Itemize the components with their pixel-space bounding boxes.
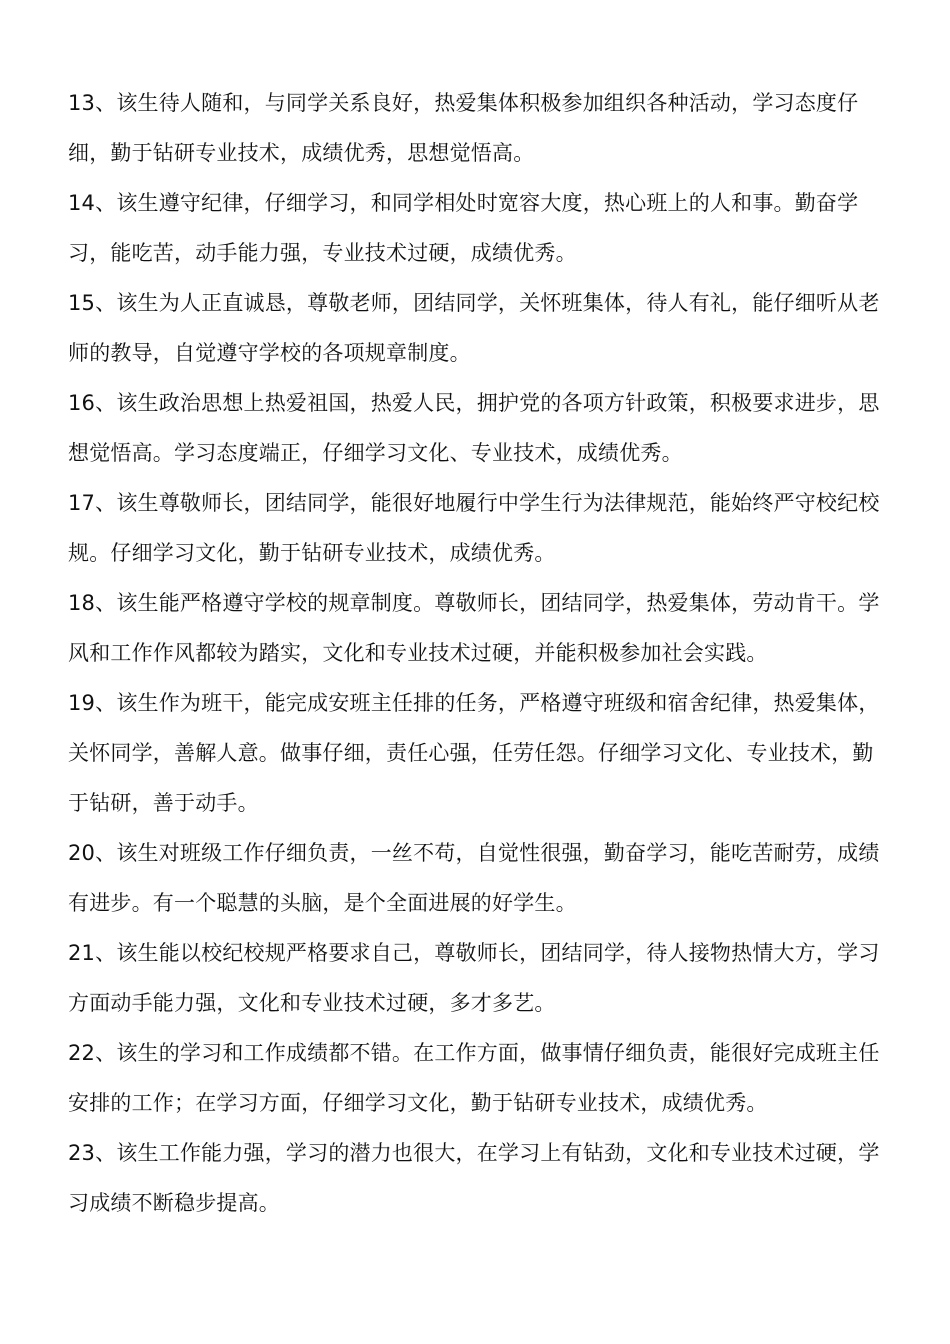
comment-entry-19: 19、该生作为班干，能完成安班主任排的任务，严格遵守班级和宿舍纪律，热爱集体，关怀同学，善解人意。做事仔细，责任心强，任劳任怨。仔细学习文化、专业技术，勤于钻研，善于动手。	[68, 691, 880, 815]
comment-entry-13: 13、该生待人随和，与同学关系良好，热爱集体积极参加组织各种活动，学习态度仔细，勤于钻研专业技术，成绩优秀，思想觉悟高。	[68, 91, 859, 165]
comment-entry-18: 18、该生能严格遵守学校的规章制度。尊敬师长，团结同学，热爱集体，劳动肯干。学风和工作作风都较为踏实，文化和专业技术过硬，并能积极参加社会实践。	[68, 591, 880, 665]
comment-entry-17: 17、该生尊敬师长，团结同学，能很好地履行中学生行为法律规范，能始终严守校纪校规。仔细学习文化，勤于钻研专业技术，成绩优秀。	[68, 491, 880, 565]
document-page	[68, 78, 890, 1228]
comment-entry-22: 22、该生的学习和工作成绩都不错。在工作方面，做事情仔细负责，能很好完成班主任安排的工作；在学习方面，仔细学习文化，勤于钻研专业技术，成绩优秀。	[68, 1041, 880, 1115]
comment-entry-15: 15、该生为人正直诚恳，尊敬老师，团结同学，关怀班集体，待人有礼，能仔细听从老师的教导，自觉遵守学校的各项规章制度。	[68, 291, 880, 365]
comment-entry-21: 21、该生能以校纪校规严格要求自己，尊敬师长，团结同学，待人接物热情大方，学习方面动手能力强，文化和专业技术过硬，多才多艺。	[68, 941, 880, 1015]
comment-entry-14: 14、该生遵守纪律，仔细学习，和同学相处时宽容大度，热心班上的人和事。勤奋学习，能吃苦，动手能力强，专业技术过硬，成绩优秀。	[68, 191, 859, 265]
comment-entry-23: 23、该生工作能力强，学习的潜力也很大，在学习上有钻劲，文化和专业技术过硬，学习成绩不断稳步提高。	[68, 1141, 880, 1215]
comment-entry-16: 16、该生政治思想上热爱祖国，热爱人民，拥护党的各项方针政策，积极要求进步，思想觉悟高。学习态度端正，仔细学习文化、专业技术，成绩优秀。	[68, 391, 880, 465]
comment-entry-20: 20、该生对班级工作仔细负责，一丝不苟，自觉性很强，勤奋学习，能吃苦耐劳，成绩有进步。有一个聪慧的头脑，是个全面进展的好学生。	[68, 841, 880, 915]
